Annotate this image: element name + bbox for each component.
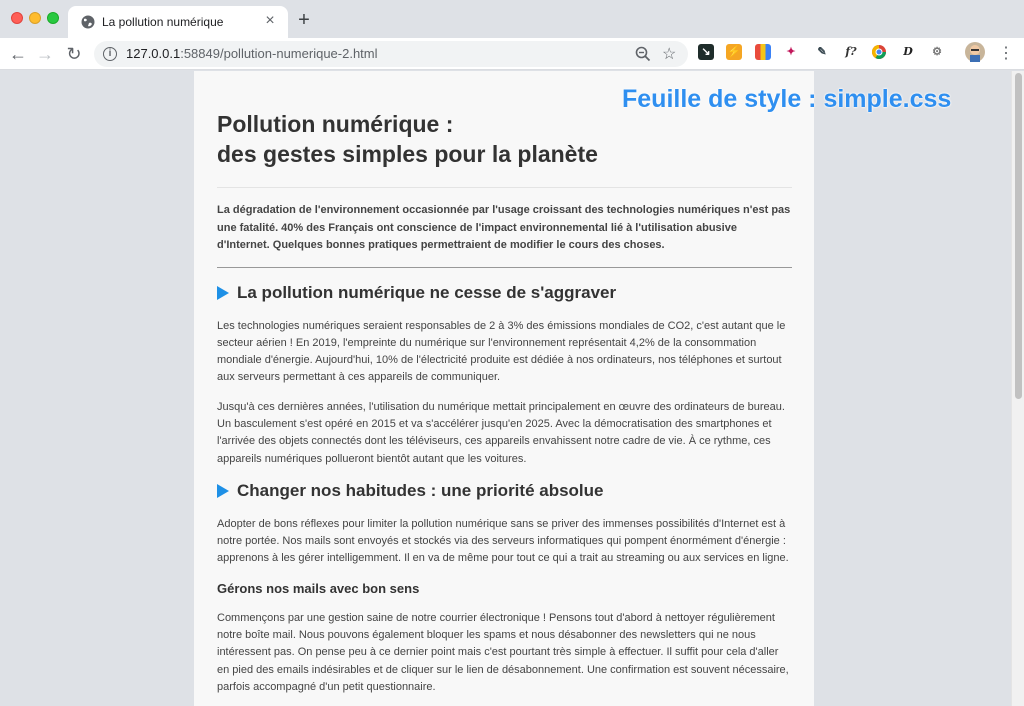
divider — [217, 187, 792, 188]
vertical-scrollbar[interactable] — [1011, 71, 1024, 706]
extension-icon-8[interactable]: D — [900, 44, 916, 60]
browser-tab[interactable] — [68, 6, 288, 38]
scrollbar-thumb[interactable] — [1015, 73, 1022, 399]
paragraph: Jusqu'à ces dernières années, l'utilisation du numérique mettait principalement en œuvre des ordinateurs de bureau. Un basculement s'est opéré en 2015 et va s'accélérer jusqu'en 2025. Avec la démocratisation des smartphones et l'arrivée des objets connectés dont les téléviseurs, ces appareils envahissent notre cadre de vie. À ce rythme, ces appareils numériques pollueront bientôt autant que les voitures. — [217, 400, 785, 465]
triangle-bullet-icon — [217, 484, 229, 498]
address-bar[interactable] — [94, 41, 688, 67]
browser-toolbar — [0, 38, 1024, 70]
url-path: :58849/pollution-numerique-2.html — [180, 46, 378, 61]
profile-avatar[interactable] — [965, 42, 985, 62]
extension-icon-4[interactable]: ✦ — [783, 44, 799, 60]
page-viewport — [0, 71, 1024, 706]
avatar-icon — [965, 42, 985, 62]
zoom-window-button[interactable] — [47, 12, 59, 24]
divider — [217, 267, 792, 268]
paragraph: Commençons par une gestion saine de notre courrier électronique ! Pensons tout d'abord à nettoyer régulièrement notre boîte mail. Nous pouvons également bloquer les spams et nous désabonner des newsletters qui ne nous intéressent pas. On pense peu à ce dernier point mais c'est pourtant très simple à effectuer. Il suffit pour cela d'aller en pied des emails indésirables et de cliquer sur le lien de désabonnement. Une confirmation est souvent nécessaire, parfois accompagné d'un petit questionnaire. — [217, 611, 789, 693]
reload-icon[interactable]: ↻ — [66, 44, 82, 64]
extension-icon-7[interactable] — [871, 44, 887, 60]
section-heading — [217, 480, 792, 502]
paragraph: Les technologies numériques seraient responsables de 2 à 3% des émissions mondiales de CO2, c'est autant que le secteur aérien ! En 2019, l'empreinte du numérique sur l'environnement représentait 4,2% de la consommation mondiale d'énergie. Aujourd'hui, 10% de l'électricité produite est dédiée à nos ordinateurs, nos téléphones et surtout aux serveurs permettant à ces appareils de communiquer. — [217, 319, 786, 384]
forward-arrow-icon[interactable]: → — [36, 44, 54, 64]
sub-heading: Gérons nos mails avec bon sens — [217, 580, 420, 596]
extension-icon-3[interactable] — [755, 44, 771, 60]
extension-icon-1[interactable]: ↘ — [698, 44, 714, 60]
close-window-button[interactable] — [11, 12, 23, 24]
page-body — [194, 71, 814, 706]
title-line-1: Pollution numérique : — [217, 111, 454, 137]
new-tab-icon[interactable]: + — [298, 9, 310, 31]
title-line-2: des gestes simples pour la planète — [217, 141, 598, 167]
minimize-window-button[interactable] — [29, 12, 41, 24]
chrome-extension-icon — [871, 44, 887, 60]
tab-strip — [0, 0, 1024, 38]
extension-icon-9[interactable]: ⚙ — [929, 44, 945, 60]
url-text[interactable] — [126, 46, 378, 61]
zoom-icon[interactable] — [634, 45, 652, 63]
article — [217, 109, 792, 706]
globe-icon — [81, 15, 95, 29]
section-heading-text: La pollution numérique ne cesse de s'aggraver — [237, 282, 617, 302]
triangle-bullet-icon — [217, 286, 229, 300]
browser-menu-icon[interactable]: ⋮ — [998, 45, 1014, 62]
close-tab-icon[interactable]: × — [265, 12, 275, 29]
extension-icon-2[interactable]: ⚡ — [727, 46, 741, 58]
site-info-icon[interactable]: i — [103, 47, 117, 61]
section-heading-text: Changer nos habitudes : une priorité absolue — [237, 480, 604, 500]
lead-paragraph: La dégradation de l'environnement occasionnée par l'usage croissant des technologies numériques n'est pas une fatalité. 40% des Français ont conscience de l'impact environnemental lié à l'utilisation abusive d'Internet. Quelques bonnes pratiques permettraient de modifier le cours des choses. — [217, 204, 791, 251]
paragraph: Adopter de bons réflexes pour limiter la pollution numérique sans se priver des immenses possibilités d'Internet est à notre portée. Nos mails sont envoyés et stockés via des serveurs informatiques qui pompent énormément d'énergie : apprenons à les gérer intelligemment. Il en va de même pour tout ce qui a trait au streaming ou aux services en ligne. — [217, 517, 789, 565]
url-host: 127.0.0.1 — [126, 46, 181, 61]
extension-icon-6[interactable]: f? — [843, 44, 859, 60]
bookmark-star-icon[interactable]: ☆ — [662, 46, 677, 63]
tab-title: La pollution numérique — [102, 15, 224, 29]
back-arrow-icon[interactable]: ← — [9, 44, 27, 64]
stylesheet-label: Feuille de style : simple.css — [622, 85, 952, 113]
page-title — [217, 109, 792, 169]
extension-icon-5[interactable]: ✎ — [814, 44, 830, 60]
section-heading — [217, 282, 792, 304]
